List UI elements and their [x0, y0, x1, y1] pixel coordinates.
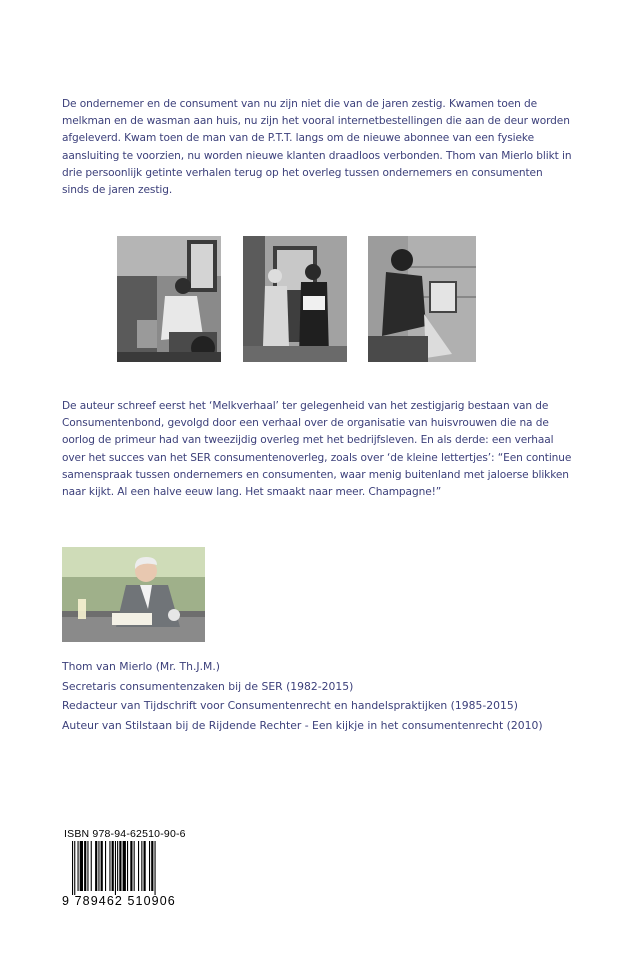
author-name: Thom van Mierlo (Mr. Th.J.M.)	[62, 660, 220, 673]
milkman-photo	[117, 236, 221, 362]
bio-line-1: Secretaris consumentenzaken bij de SER (1982-2015)	[62, 679, 354, 693]
bio-line-3: Auteur van Stilstaan bij de Rijdende Rechter - Een kijkje in het consumentenrecht (2010)	[62, 718, 543, 732]
second-paragraph: De auteur schreef eerst het ‘Melkverhaal’ ter gelegenheid van het zestigjarig bestaan van de Consumentenbond, gevolgd door een verhaal over de organisatie van huisvrouwen die na de oorlog de primeur had van tweezijdig overleg met het bedrijfsleven. En als derde: een verhaal over het succes van het SER consumentenoverleg, zoals over ‘de kleine lettertjes’: “Een continue samenspraak tussen ondernemers en consumenten, waar menig buitenland met jaloerse blikken naar kijkt. Al een halve eeuw lang. Het smaakt naar meer. Champagne!”	[62, 400, 572, 499]
bio-line-2: Redacteur van Tijdschrift voor Consumentenrecht en handelspraktijken (1985-2015)	[62, 699, 518, 712]
ptt-technician-photo	[368, 236, 476, 362]
barcode-icon	[62, 841, 194, 895]
barcode	[62, 828, 194, 910]
barcode-digits: 9 789462 510906	[62, 894, 176, 908]
isbn-label: ISBN 978-94-62510-90-6	[64, 828, 186, 840]
author-bio	[62, 657, 582, 735]
author-photo	[62, 547, 205, 642]
intro-paragraph: De ondernemer en de consument van nu zijn niet die van de jaren zestig. Kwamen toen de melkman en de wasman aan huis, nu zijn het vooral internetbestellingen die aan de deur worden afgeleverd. Kwam toen de man van de P.T.T. langs om de nieuwe abonnee van een fysieke aansluiting te voorzien, nu worden nieuwe klanten draadloos verbonden. Thom van Mierlo blikt in drie persoonlijk getinte verhalen terug op het overleg tussen ondernemers en consumenten sinds de jaren zestig.	[62, 98, 572, 197]
housewives-photo	[243, 236, 347, 362]
